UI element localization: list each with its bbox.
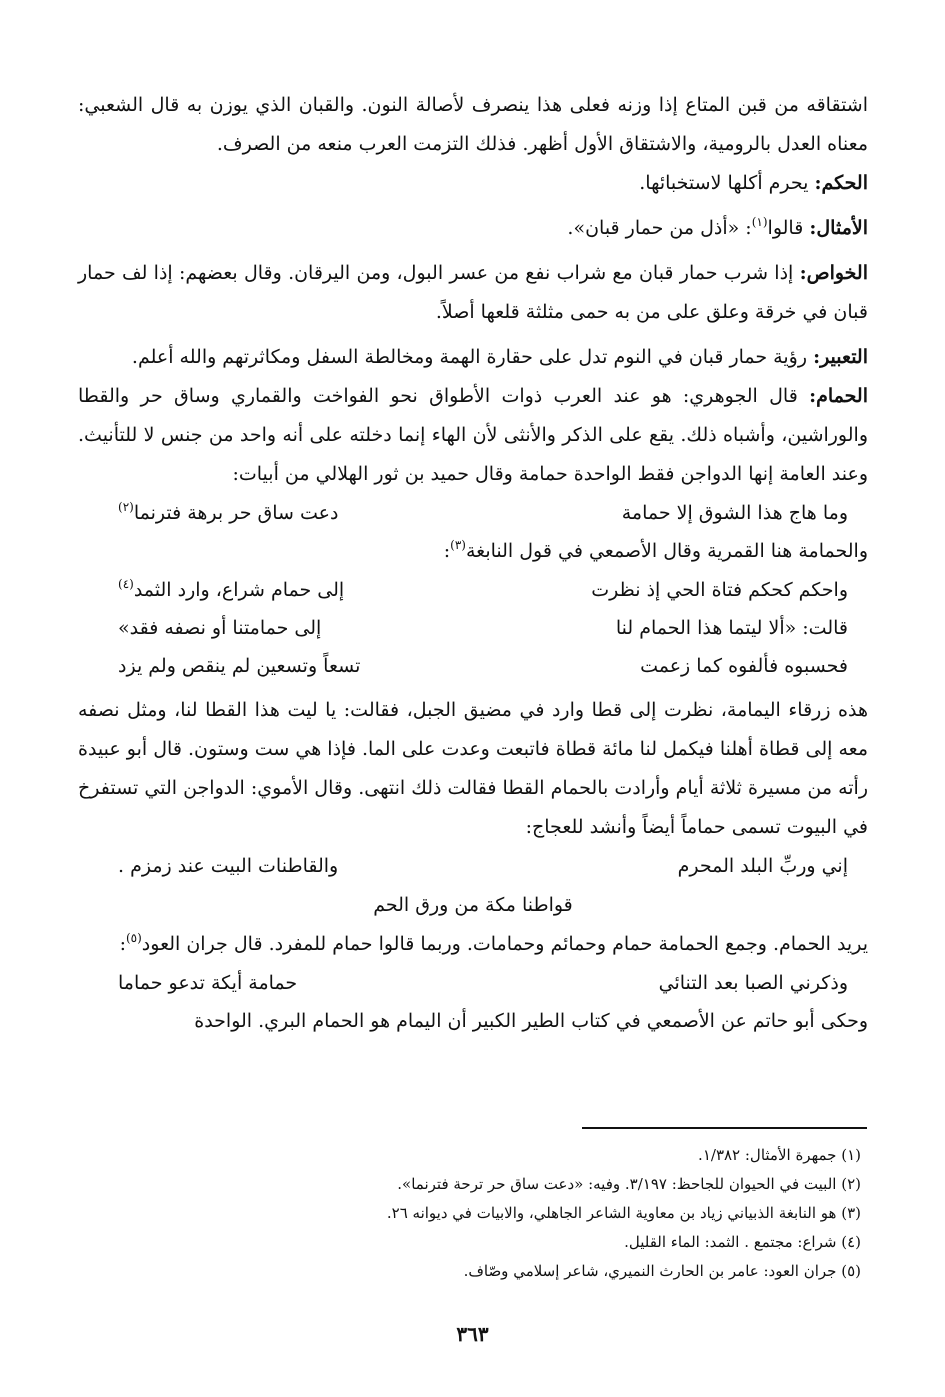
footnotes	[101, 1141, 861, 1286]
nabigha-pre: والحمامة هنا القمرية وقال الأصمعي في قول النابغة	[465, 540, 868, 562]
verse-2-first-hemistich: واحكم كحكم فتاة الحي إذ نظرت	[591, 579, 848, 601]
khawas-text: إذا شرب حمار قبان مع شراب نفع من عسر البول، ومن اليرقان. وقال بعضهم: إذا لف حمار قبان في خرقة وعلق على من به حمى مثلثة قلعها أصلاً.	[78, 262, 868, 323]
footnote-ref-4: (٤)	[118, 577, 134, 591]
amthal-pre: قالوا	[767, 217, 804, 239]
footnote-ref-2: (٢)	[118, 500, 134, 514]
page-body	[78, 86, 868, 1041]
paragraph-yurid	[78, 925, 868, 964]
footnote-ref-1: (١)	[751, 215, 768, 229]
amthal-text: : «أذل من حمار قبان».	[567, 217, 752, 239]
footnote-ref-3: (٣)	[450, 538, 466, 552]
hukm-text: يحرم أكلها لاستخبائها.	[639, 172, 809, 194]
verse-6-second-hemistich: حمامة أيكة تدعو حماما	[118, 972, 298, 994]
yurid-post: :	[119, 933, 126, 955]
khawas-label: الخواص:	[799, 262, 868, 284]
yurid-pre: يريد الحمام. وجمع الحمامة حمام وحمائم وحمامات. وربما قالوا حمام للمفرد. قال جران العود	[141, 933, 868, 955]
paragraph-etymology: اشتقاقه من قبن المتاع إذا وزنه فعلى هذا ينصرف لأصالة النون. والقبان الذي يوزن به قال الشعبي: معناه العدل بالرومية، والاشتقاق الأول أظهر. فذلك التزمت العرب منعه من الصرف.	[78, 94, 868, 155]
verse-5-continuation: قواطنا مكة من ورق الحم	[373, 894, 573, 916]
verse-1	[78, 494, 868, 532]
footnote-ref-5: (٥)	[125, 931, 142, 945]
nabigha-post: :	[443, 540, 451, 562]
verse-2-second-text: إلى حمام شراع، وارد الثمد	[133, 579, 345, 601]
page-number: ٣٦٣	[456, 1322, 489, 1346]
footnote-separator	[582, 1127, 867, 1129]
verse-5-second-hemistich: والقاطنات البيت عند زمزم .	[118, 855, 339, 877]
verse-3-first-hemistich: قالت: «ألا ليتما هذا الحمام لنا	[615, 617, 848, 639]
verse-3-second-hemistich: إلى حمامتنا أو نصفه فقد»	[118, 617, 322, 639]
tabir-text: رؤية حمار قبان في النوم تدل على حقارة الهمة ومخالطة السفل ومكاثرتهم والله أعلم.	[131, 346, 808, 368]
verse-6-first-hemistich: وذكرني الصبا بعد التنائي	[658, 972, 848, 994]
verse-2-second-hemistich	[118, 571, 344, 609]
verse-2	[78, 571, 868, 609]
verse-5-first-hemistich: إني وربِّ البلد المحرم	[677, 855, 848, 877]
verse-1-second-text: دعت ساق حر برهة فترنما	[133, 502, 339, 524]
hukm-label: الحكم:	[814, 172, 868, 194]
paragraph-abu-hatim: وحكى أبو حاتم عن الأصمعي في كتاب الطير الكبير أن اليمام هو الحمام البري. الواحدة	[194, 1010, 868, 1032]
tabir-label: التعبير:	[813, 346, 868, 368]
paragraph-zarqa: هذه زرقاء اليمامة، نظرت إلى قطا وارد في مضيق الجبل، فقالت: يا ليت هذا القطا لنا، ومثل نصفه معه إلى قطاة أهلنا فيكمل لنا مائة قطاة فاتبعت وعدت على الما. فإذا هي ست وستون. قال أبو عبيدة رأته من مسيرة ثلاثة أيام وأرادت بالحمام القطا فقالت ذلك انتهى. وقال الأموي: الدواجن التي تستفرخ في البيوت تسمى حماماً أيضاً وأنشد للعجاج:	[78, 699, 868, 838]
hamam-text: قال الجوهري: هو عند العرب ذوات الأطواق نحو الفواخت والقماري وساق حر والقطا والوراشين، وأشباه ذلك. يقع على الذكر والأنثى لأن الهاء إنما دخلته على أنه واحد من جنس لا للتأنيث. وعند العامة إنها الدواجن فقط الواحدة حمامة وقال حميد بن ثور الهلالي من أبيات:	[78, 385, 868, 485]
paragraph-hukm	[78, 164, 868, 203]
amthal-label: الأمثال:	[809, 217, 868, 239]
paragraph-tabir	[78, 338, 868, 377]
footnote-5: (٥) جران العود: عامر بن الحارث النميري، شاعر إسلامي وصّاف.	[463, 1262, 861, 1280]
paragraph-amthal	[78, 209, 868, 248]
footnote-4: (٤) شراع: مجتمع . الثمد: الماء القليل.	[624, 1233, 861, 1251]
verse-4-second-hemistich: تسعاً وتسعين لم ينقص ولم يزد	[118, 655, 361, 677]
paragraph-hamam	[78, 377, 868, 494]
verse-3	[78, 609, 868, 647]
footnote-2: (٢) البيت في الحيوان للجاحظ: ٣/١٩٧. وفيه: «دعت ساق حر ترحة فترنما».	[397, 1175, 861, 1193]
footnote-3: (٣) هو النابغة الذبياني زياد بن معاوية الشاعر الجاهلي، والابيات في ديوانه ٢٦.	[386, 1204, 861, 1222]
hamam-label: الحمام:	[809, 385, 868, 407]
footnote-1: (١) جمهرة الأمثال: ١/٣٨٢.	[698, 1146, 861, 1164]
paragraph-nabigha	[78, 532, 868, 571]
paragraph-khawas	[78, 254, 868, 332]
verse-5	[78, 847, 868, 885]
verse-4	[78, 647, 868, 685]
verse-4-first-hemistich: فحسبوه فألفوه كما زعمت	[640, 655, 848, 677]
verse-6	[78, 964, 868, 1002]
verse-1-second-hemistich	[118, 494, 338, 532]
verse-1-first-hemistich: وما هاج هذا الشوق إلا حمامة	[621, 502, 848, 524]
